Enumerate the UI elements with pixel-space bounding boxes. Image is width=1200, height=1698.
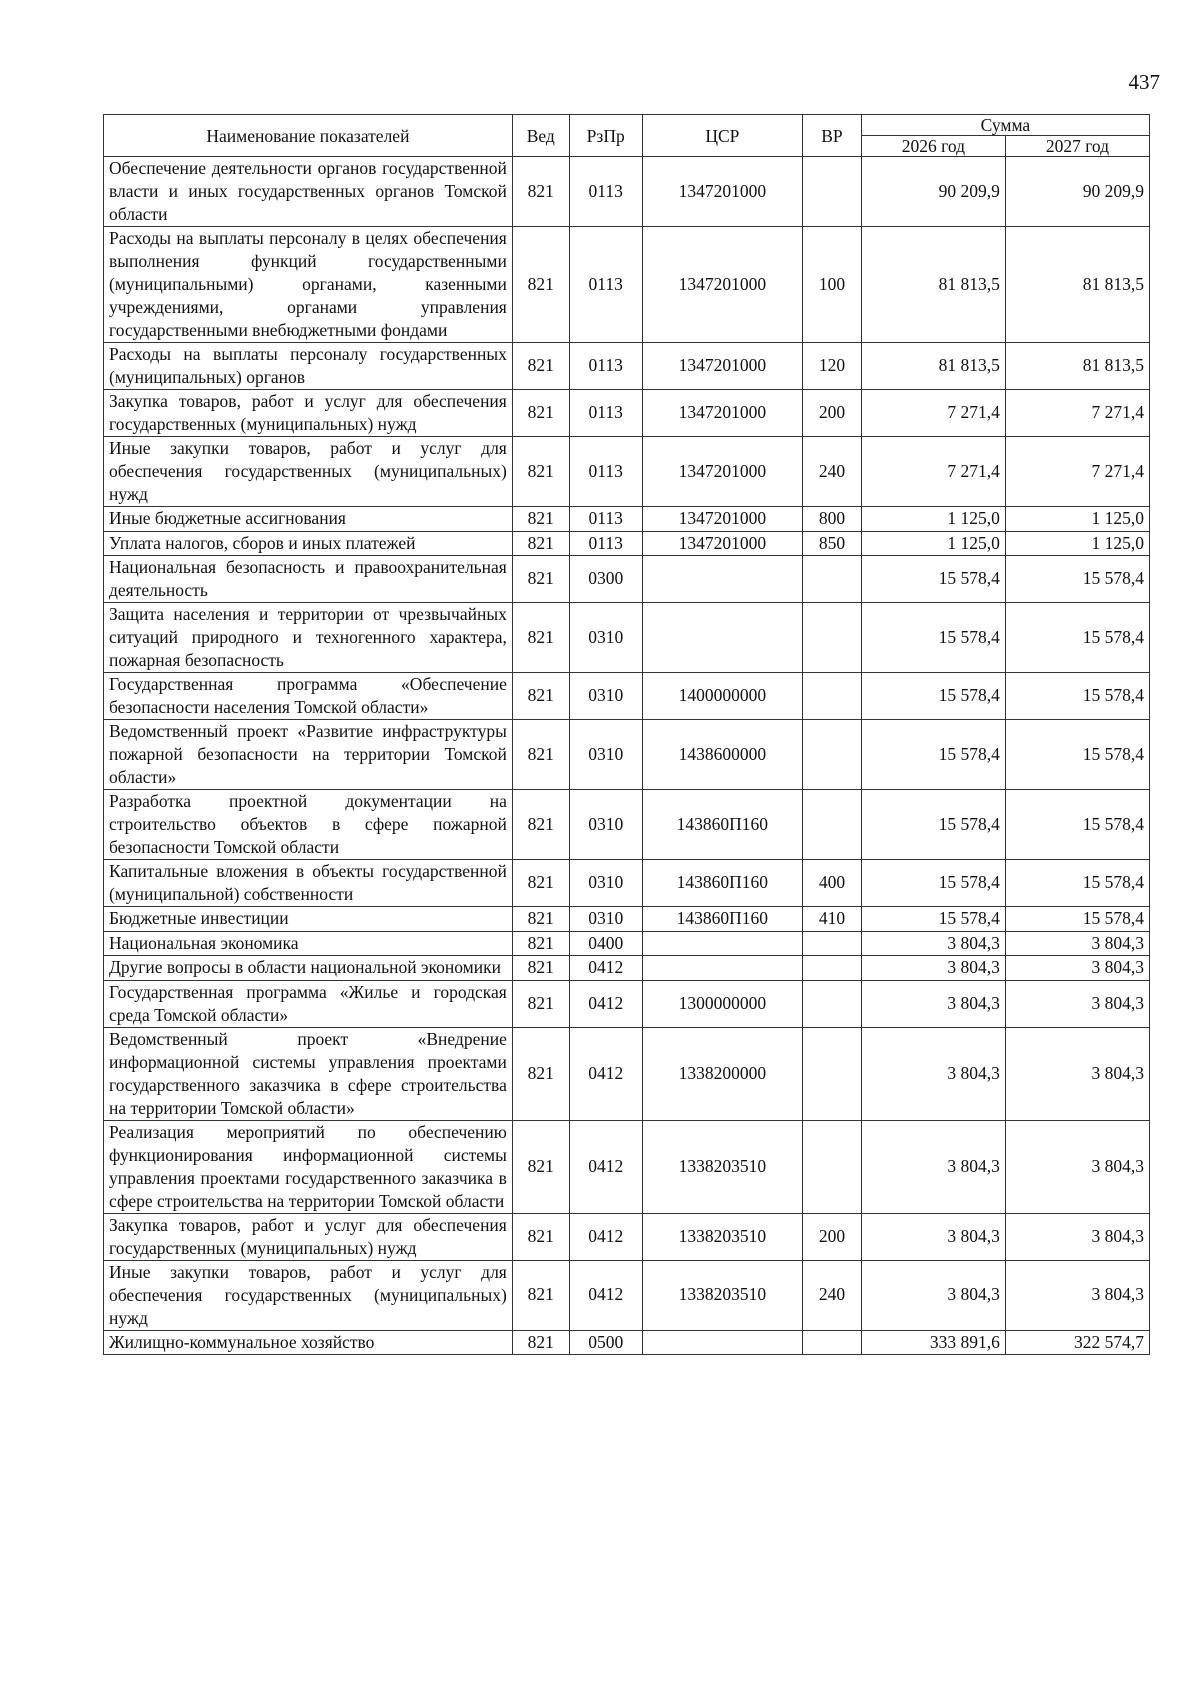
row-sum-2026: 15 578,4 (861, 556, 1005, 603)
row-sum-2027: 7 271,4 (1005, 390, 1149, 437)
row-sum-2026: 1 125,0 (861, 531, 1005, 556)
row-vr (803, 603, 862, 673)
row-name: Национальная безопасность и правоохранительная деятельность (104, 556, 513, 603)
row-vr: 240 (803, 437, 862, 507)
row-name: Закупка товаров, работ и услуг для обеспечения государственных (муниципальных) нужд (104, 390, 513, 437)
row-sum-2026: 3 804,3 (861, 956, 1005, 981)
row-vr: 100 (803, 227, 862, 343)
row-rzpr: 0310 (569, 907, 642, 932)
row-sum-2027: 15 578,4 (1005, 790, 1149, 860)
row-name: Расходы на выплаты персоналу государственных (муниципальных) органов (104, 343, 513, 390)
row-rzpr: 0300 (569, 556, 642, 603)
row-vr (803, 956, 862, 981)
row-sum-2026: 15 578,4 (861, 907, 1005, 932)
row-ved: 821 (512, 720, 569, 790)
row-csr: 1338203510 (642, 1120, 802, 1213)
row-rzpr: 0412 (569, 1260, 642, 1330)
row-ved: 821 (512, 437, 569, 507)
table-row (104, 437, 1150, 507)
row-name: Капитальные вложения в объекты государственной (муниципальной) собственности (104, 860, 513, 907)
row-name: Другие вопросы в области национальной экономики (104, 956, 513, 981)
row-name: Иные бюджетные ассигнования (104, 507, 513, 532)
row-sum-2027: 7 271,4 (1005, 437, 1149, 507)
row-vr: 800 (803, 507, 862, 532)
row-vr: 200 (803, 1213, 862, 1260)
budget-table (103, 114, 1150, 1355)
row-name: Реализация мероприятий по обеспечению функционирования информационной системы управления проектами государственного заказчика в сфере строительства на территории Томской области (104, 1120, 513, 1213)
row-sum-2026: 15 578,4 (861, 860, 1005, 907)
row-csr: 1347201000 (642, 227, 802, 343)
row-sum-2027: 3 804,3 (1005, 1027, 1149, 1120)
table-row (104, 1027, 1150, 1120)
row-csr: 1347201000 (642, 343, 802, 390)
header-name: Наименование показателей (104, 115, 513, 157)
header-vr: ВР (803, 115, 862, 157)
row-name: Национальная экономика (104, 931, 513, 956)
row-ved: 821 (512, 603, 569, 673)
row-csr (642, 1330, 802, 1355)
table-body (104, 157, 1150, 1355)
row-vr (803, 1027, 862, 1120)
row-sum-2026: 15 578,4 (861, 790, 1005, 860)
row-csr: 1347201000 (642, 437, 802, 507)
row-name: Иные закупки товаров, работ и услуг для обеспечения государственных (муниципальных) нужд (104, 1260, 513, 1330)
row-name: Государственная программа «Обеспечение безопасности населения Томской области» (104, 673, 513, 720)
row-rzpr: 0113 (569, 343, 642, 390)
row-sum-2027: 3 804,3 (1005, 1213, 1149, 1260)
row-name: Уплата налогов, сборов и иных платежей (104, 531, 513, 556)
row-rzpr: 0412 (569, 1120, 642, 1213)
row-ved: 821 (512, 1260, 569, 1330)
table-row (104, 1330, 1150, 1355)
row-csr: 1438600000 (642, 720, 802, 790)
row-ved: 821 (512, 956, 569, 981)
row-csr: 1347201000 (642, 157, 802, 227)
row-sum-2027: 3 804,3 (1005, 956, 1149, 981)
row-vr (803, 720, 862, 790)
row-sum-2026: 7 271,4 (861, 390, 1005, 437)
row-csr (642, 556, 802, 603)
row-ved: 821 (512, 227, 569, 343)
table-row (104, 227, 1150, 343)
row-vr (803, 1120, 862, 1213)
row-sum-2026: 3 804,3 (861, 1260, 1005, 1330)
table-header (104, 115, 1150, 157)
page-number: 437 (1128, 70, 1160, 94)
row-name: Разработка проектной документации на строительство объектов в сфере пожарной безопасности Томской области (104, 790, 513, 860)
row-sum-2027: 81 813,5 (1005, 227, 1149, 343)
table-row (104, 556, 1150, 603)
row-rzpr: 0310 (569, 790, 642, 860)
row-sum-2027: 3 804,3 (1005, 980, 1149, 1027)
row-ved: 821 (512, 931, 569, 956)
row-rzpr: 0412 (569, 956, 642, 981)
row-sum-2027: 15 578,4 (1005, 720, 1149, 790)
row-ved: 821 (512, 790, 569, 860)
row-rzpr: 0113 (569, 531, 642, 556)
row-csr: 1347201000 (642, 507, 802, 532)
row-vr (803, 790, 862, 860)
table-row (104, 956, 1150, 981)
row-sum-2027: 15 578,4 (1005, 860, 1149, 907)
row-sum-2027: 15 578,4 (1005, 907, 1149, 932)
row-ved: 821 (512, 673, 569, 720)
table-row (104, 860, 1150, 907)
row-sum-2026: 90 209,9 (861, 157, 1005, 227)
row-sum-2026: 1 125,0 (861, 507, 1005, 532)
row-csr (642, 603, 802, 673)
row-rzpr: 0113 (569, 157, 642, 227)
row-vr (803, 980, 862, 1027)
row-sum-2026: 7 271,4 (861, 437, 1005, 507)
row-ved: 821 (512, 556, 569, 603)
table-row (104, 1120, 1150, 1213)
table-row (104, 531, 1150, 556)
row-ved: 821 (512, 907, 569, 932)
row-rzpr: 0310 (569, 860, 642, 907)
row-sum-2027: 3 804,3 (1005, 1260, 1149, 1330)
row-csr: 1347201000 (642, 390, 802, 437)
row-csr: 143860П160 (642, 907, 802, 932)
row-sum-2027: 90 209,9 (1005, 157, 1149, 227)
row-csr: 143860П160 (642, 860, 802, 907)
row-csr: 1400000000 (642, 673, 802, 720)
row-sum-2027: 1 125,0 (1005, 507, 1149, 532)
row-sum-2027: 15 578,4 (1005, 673, 1149, 720)
row-csr: 1338200000 (642, 1027, 802, 1120)
table-row (104, 390, 1150, 437)
row-sum-2027: 322 574,7 (1005, 1330, 1149, 1355)
row-name: Защита населения и территории от чрезвычайных ситуаций природного и техногенного характера, пожарная безопасность (104, 603, 513, 673)
row-vr: 410 (803, 907, 862, 932)
row-vr: 200 (803, 390, 862, 437)
row-name: Расходы на выплаты персоналу в целях обеспечения выполнения функций государственными (муниципальными) органами, казенными учреждениями, органами управления государственными внебюджетными фондами (104, 227, 513, 343)
row-ved: 821 (512, 1213, 569, 1260)
row-ved: 821 (512, 507, 569, 532)
header-sum: Сумма (861, 115, 1149, 136)
row-rzpr: 0400 (569, 931, 642, 956)
row-sum-2027: 1 125,0 (1005, 531, 1149, 556)
row-vr: 240 (803, 1260, 862, 1330)
table-row (104, 1260, 1150, 1330)
row-rzpr: 0412 (569, 1027, 642, 1120)
row-csr: 1347201000 (642, 531, 802, 556)
row-sum-2027: 15 578,4 (1005, 556, 1149, 603)
header-ved: Вед (512, 115, 569, 157)
row-ved: 821 (512, 860, 569, 907)
header-year-2026: 2026 год (861, 136, 1005, 157)
row-rzpr: 0310 (569, 603, 642, 673)
row-ved: 821 (512, 1027, 569, 1120)
row-sum-2027: 3 804,3 (1005, 931, 1149, 956)
row-rzpr: 0412 (569, 1213, 642, 1260)
row-ved: 821 (512, 157, 569, 227)
row-csr: 1300000000 (642, 980, 802, 1027)
row-csr: 1338203510 (642, 1213, 802, 1260)
row-sum-2026: 3 804,3 (861, 980, 1005, 1027)
row-sum-2026: 333 891,6 (861, 1330, 1005, 1355)
row-sum-2026: 15 578,4 (861, 603, 1005, 673)
row-rzpr: 0412 (569, 980, 642, 1027)
table-row (104, 790, 1150, 860)
row-sum-2027: 3 804,3 (1005, 1120, 1149, 1213)
row-vr: 120 (803, 343, 862, 390)
row-csr: 1338203510 (642, 1260, 802, 1330)
row-sum-2026: 3 804,3 (861, 1213, 1005, 1260)
row-vr (803, 673, 862, 720)
row-sum-2026: 81 813,5 (861, 227, 1005, 343)
table-row (104, 157, 1150, 227)
table-row (104, 907, 1150, 932)
row-ved: 821 (512, 343, 569, 390)
row-csr (642, 931, 802, 956)
row-rzpr: 0310 (569, 673, 642, 720)
row-rzpr: 0113 (569, 227, 642, 343)
row-sum-2026: 15 578,4 (861, 720, 1005, 790)
table-row (104, 343, 1150, 390)
row-vr (803, 157, 862, 227)
row-name: Жилищно-коммунальное хозяйство (104, 1330, 513, 1355)
row-ved: 821 (512, 1120, 569, 1213)
table-row (104, 673, 1150, 720)
header-year-2027: 2027 год (1005, 136, 1149, 157)
row-name: Государственная программа «Жилье и городская среда Томской области» (104, 980, 513, 1027)
table-row (104, 1213, 1150, 1260)
table-row (104, 980, 1150, 1027)
row-ved: 821 (512, 1330, 569, 1355)
row-csr: 143860П160 (642, 790, 802, 860)
row-ved: 821 (512, 980, 569, 1027)
header-rzpr: РзПр (569, 115, 642, 157)
row-sum-2026: 3 804,3 (861, 1027, 1005, 1120)
row-name: Ведомственный проект «Развитие инфраструктуры пожарной безопасности на территории Томской области» (104, 720, 513, 790)
row-sum-2026: 15 578,4 (861, 673, 1005, 720)
row-vr (803, 931, 862, 956)
row-vr: 850 (803, 531, 862, 556)
table-row (104, 931, 1150, 956)
row-sum-2026: 3 804,3 (861, 931, 1005, 956)
row-name: Бюджетные инвестиции (104, 907, 513, 932)
row-vr (803, 556, 862, 603)
row-rzpr: 0113 (569, 437, 642, 507)
row-sum-2027: 81 813,5 (1005, 343, 1149, 390)
row-name: Ведомственный проект «Внедрение информационной системы управления проектами государственного заказчика в сфере строительства на территории Томской области» (104, 1027, 513, 1120)
row-name: Иные закупки товаров, работ и услуг для обеспечения государственных (муниципальных) нужд (104, 437, 513, 507)
row-sum-2027: 15 578,4 (1005, 603, 1149, 673)
row-rzpr: 0500 (569, 1330, 642, 1355)
row-csr (642, 956, 802, 981)
row-ved: 821 (512, 390, 569, 437)
row-rzpr: 0310 (569, 720, 642, 790)
row-sum-2026: 81 813,5 (861, 343, 1005, 390)
row-rzpr: 0113 (569, 507, 642, 532)
row-ved: 821 (512, 531, 569, 556)
table-row (104, 720, 1150, 790)
row-rzpr: 0113 (569, 390, 642, 437)
row-name: Закупка товаров, работ и услуг для обеспечения государственных (муниципальных) нужд (104, 1213, 513, 1260)
table-row (104, 603, 1150, 673)
row-sum-2026: 3 804,3 (861, 1120, 1005, 1213)
row-vr: 400 (803, 860, 862, 907)
row-name: Обеспечение деятельности органов государственной власти и иных государственных органов Томской области (104, 157, 513, 227)
table-row (104, 507, 1150, 532)
header-csr: ЦСР (642, 115, 802, 157)
row-vr (803, 1330, 862, 1355)
